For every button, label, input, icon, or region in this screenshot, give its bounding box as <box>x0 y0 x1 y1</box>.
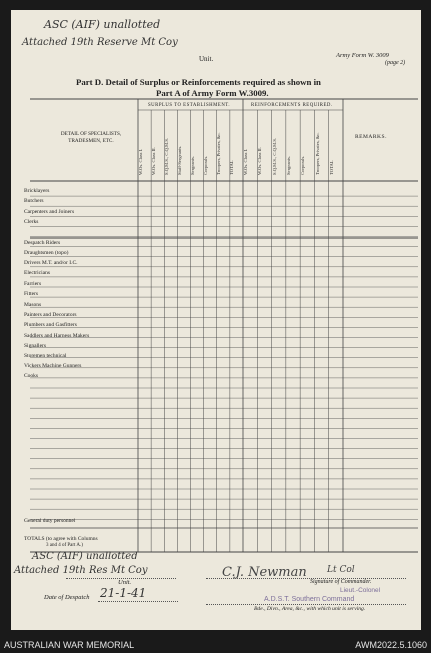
surplus-col-label: W.Os. Class I. <box>137 148 143 175</box>
unit-label: Unit. <box>199 55 214 63</box>
signature: C.J. Newman <box>222 565 307 580</box>
stamp-rank: Lieut.-Colonel <box>340 587 381 594</box>
bde-line <box>206 604 406 605</box>
footer-handwritten-unit: ASC (AIF) unallotted <box>32 551 138 562</box>
date-line <box>98 601 178 602</box>
reinf-col-label: W.Os. Class I. <box>243 148 249 175</box>
table-row-label: Fitters <box>24 291 39 297</box>
table-row-label: Bricklayers <box>24 188 50 194</box>
archive-footer <box>0 637 431 653</box>
table-row-label: Despatch Riders <box>24 240 61 246</box>
page-reference: (page 2) <box>385 60 406 66</box>
surplus-header: SURPLUS TO ESTABLISHMENT. <box>148 103 231 108</box>
remarks-header: REMARKS. <box>355 134 387 140</box>
form-title-line2: Part A of Army Form W.3009. <box>156 88 269 98</box>
detail-column-header: DETAIL OF SPECIALISTS, TRADESMEN, ETC. <box>60 131 122 144</box>
table-row-label: Drivers M.T. and/or I.C. <box>24 260 78 266</box>
table-row-label: Vickers Machine Gunners <box>24 363 82 369</box>
table-row-label: Signallers <box>24 343 46 349</box>
bde-label: Bde., Divn., Area, &c., with which unit is serving. <box>254 606 366 612</box>
signature-suffix: Lt Col <box>327 565 355 575</box>
signature-line <box>206 578 406 579</box>
surplus-col-label: W.Os. Class II. <box>150 147 156 175</box>
handwritten-unit: ASC (AIF) unallotted <box>44 18 161 31</box>
handwritten-attached: Attached 19th Reserve Mt Coy <box>22 37 178 48</box>
table-row-label: Farriers <box>24 281 42 287</box>
reinf-col-label: S.Q.M.S., C.Q.M.S. <box>271 137 277 175</box>
archive-id: AWM2022.5.1060 <box>355 640 427 650</box>
surplus-col-label: Sergeants. <box>190 156 196 175</box>
reinforcements-header: REINFORCEMENTS REQUIRED. <box>251 103 333 108</box>
surplus-col-label: Staff-Sergeants. <box>176 145 182 175</box>
form-reference: Army Form W. 3009 <box>336 52 389 59</box>
stamp-title: A.D.S.T. Southern Command <box>264 596 355 603</box>
table-row-label: Masons <box>24 302 42 308</box>
surplus-col-label: Troopers, Privates, &c. <box>216 132 222 175</box>
table-row-label: Cooks <box>24 373 39 379</box>
reinf-col-label: Corporals. <box>300 155 306 175</box>
table-row-label: Painters and Decorators <box>24 312 77 318</box>
table-row-label: Draughtsmen (topo) <box>24 250 69 256</box>
table-row-label: Butchers <box>24 198 44 204</box>
table-row-label: Electricians <box>24 270 50 276</box>
date-label: Date of Despatch <box>44 594 90 601</box>
signature-label: Signature of Commander. <box>310 579 372 585</box>
surplus-col-label: S.Q.M.S., C.Q.M.S. <box>163 137 169 175</box>
general-duty-label: General duty personnel <box>24 518 76 524</box>
archive-name: AUSTRALIAN WAR MEMORIAL <box>4 640 135 650</box>
surplus-col-label: TOTAL <box>229 160 235 175</box>
reinf-col-label: W.Os. Class II. <box>257 147 263 175</box>
table-row-label: Clerks <box>24 219 39 225</box>
reinf-col-label: TOTAL <box>328 160 334 175</box>
table-row-label: Storemen technical <box>24 353 67 359</box>
form-title-line1: Part D. Detail of Surplus or Reinforcements required as shown in <box>76 77 321 87</box>
table-row-label: Plumbers and Gasfitters <box>24 322 77 328</box>
footer-unit-label: Unit. <box>118 579 132 586</box>
footer-handwritten-attached: Attached 19th Res Mt Coy <box>14 565 148 576</box>
table-row-label: Saddlers and Harness Makers <box>24 333 90 339</box>
reinf-col-label: Troopers, Privates, &c. <box>314 132 320 175</box>
surplus-col-label: Corporals. <box>203 155 209 175</box>
reinf-col-label: Sergeants. <box>286 156 291 175</box>
totals-label: TOTALS (to agree with Columns <box>24 536 98 542</box>
date-value: 21-1-41 <box>100 586 147 600</box>
totals-sublabel: 3 and 4 of Part A.) <box>46 543 83 548</box>
table-row-label: Carpenters and Joiners <box>24 209 75 215</box>
